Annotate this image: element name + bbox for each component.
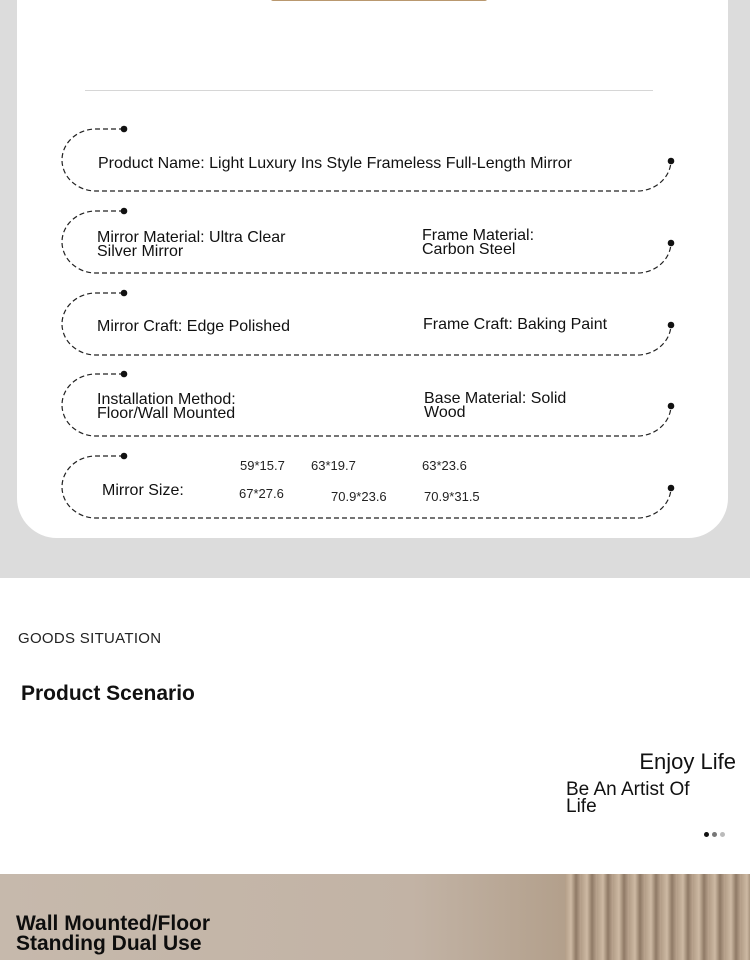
installation-method-text: Installation Method: Floor/Wall Mounted bbox=[97, 391, 236, 422]
size-option: 59*15.7 bbox=[240, 458, 285, 473]
spec-row-materials bbox=[60, 202, 680, 282]
curtain-image bbox=[565, 874, 750, 960]
product-name-text: Product Name: Light Luxury Ins Style Frameless Full-Length Mirror bbox=[98, 155, 572, 172]
size-option: 67*27.6 bbox=[239, 486, 284, 501]
carousel-dot-active[interactable] bbox=[704, 832, 709, 837]
size-option: 63*23.6 bbox=[422, 458, 467, 473]
spec-row-craft bbox=[60, 284, 680, 364]
section-title: Product Scenario bbox=[21, 682, 195, 705]
mirror-material-text: Mirror Material: Ultra Clear Silver Mirror bbox=[97, 229, 286, 260]
scenario-photo bbox=[0, 874, 750, 960]
base-material-text: Base Material: Solid Wood bbox=[424, 390, 567, 421]
divider bbox=[85, 90, 653, 91]
carousel-dot[interactable] bbox=[712, 832, 717, 837]
spec-row-product-name bbox=[60, 120, 680, 200]
mirror-craft-text: Mirror Craft: Edge Polished bbox=[97, 318, 290, 335]
goods-situation-label: GOODS SITUATION bbox=[18, 630, 162, 647]
artist-subtitle: Be An Artist Of Life bbox=[566, 779, 690, 817]
size-option: 70.9*23.6 bbox=[331, 489, 387, 504]
size-option: 70.9*31.5 bbox=[424, 489, 480, 504]
carousel-dots bbox=[704, 824, 728, 842]
banner-title: Wall Mounted/Floor Standing Dual Use bbox=[16, 912, 211, 955]
carousel-dot[interactable] bbox=[720, 832, 725, 837]
spec-row-installation bbox=[60, 365, 680, 445]
mirror-size-label: Mirror Size: bbox=[102, 482, 184, 499]
frame-material-text: Frame Material: Carbon Steel bbox=[422, 227, 535, 258]
spec-row-mirror-size bbox=[60, 447, 680, 527]
mirror-wood-base-image bbox=[271, 0, 487, 1]
frame-craft-text: Frame Craft: Baking Paint bbox=[423, 316, 608, 333]
enjoy-life-heading: Enjoy Life bbox=[639, 749, 736, 774]
size-option: 63*19.7 bbox=[311, 458, 356, 473]
product-scenario-section bbox=[0, 578, 750, 874]
